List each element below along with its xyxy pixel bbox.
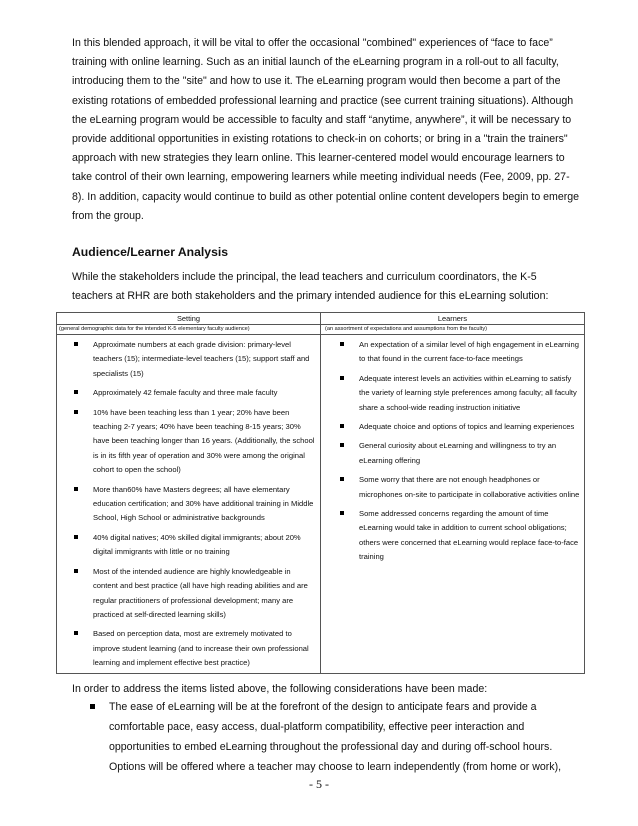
list-item (65, 483, 316, 526)
bullet-icon (340, 376, 344, 380)
bullet-icon (74, 342, 78, 346)
learners-header: Learners (321, 313, 585, 325)
consideration-text: The ease of eLearning will be at the forefront of the design to anticipate fears and provide a comfortable pace, easy access, dual-platform compatibility, effective peer interaction and opportunities to embed eLearning throughout the professional day and during off-school hours. Options will be offered where a teacher may choose to learn independently (from home or work), (109, 701, 562, 773)
bullet-icon (90, 704, 95, 709)
bullet-icon (74, 390, 78, 394)
bullet-icon (74, 410, 78, 414)
bullet-icon (74, 569, 78, 573)
bullet-icon (340, 443, 344, 447)
learners-cell (321, 335, 585, 674)
list-item-text: Some addressed concerns regarding the amount of time eLearning would take in addition to current school obligations; others were concerned that eLearning would replace face-to-face training (359, 509, 579, 562)
list-item (331, 439, 580, 468)
list-item-text: Based on perception data, most are extremely motivated to improve student learning (and to increase their own professional learning and implement effective best practice) (93, 629, 309, 668)
list-item-text: Some worry that there are not enough headphones or microphones on-site to participate in collaborative activities online (359, 475, 580, 499)
list-item (331, 507, 580, 565)
bullet-icon (74, 487, 78, 491)
list-item-text: Adequate choice and options of topics and learning experiences (359, 422, 575, 432)
list-item (65, 565, 316, 623)
list-item-text: Approximate numbers at each grade division: primary-level teachers (15); intermediate-level teachers (15); support staff and specialists (15) (93, 340, 310, 378)
bullet-icon (340, 511, 344, 515)
list-item-text: More than60% have Masters degrees; all have elementary education certification; and 30% have additional training in Middle School, High School or administrative backgrounds (93, 484, 314, 523)
bullet-icon (74, 535, 78, 539)
section-paragraph: While the stakeholders include the principal, the lead teachers and curriculum coordinators, the K-5 teachers at RHR are both stakeholders and the primary intended audience for this eLearning solution: (72, 271, 549, 303)
page-number: - 5 - (309, 777, 329, 791)
setting-list (57, 335, 320, 673)
section-heading: Audience/Learner Analysis (72, 245, 229, 259)
list-item (331, 338, 580, 367)
learners-list (321, 335, 584, 567)
list-item (331, 372, 580, 415)
list-item (331, 420, 580, 434)
bullet-icon (340, 477, 344, 481)
setting-subheader: (general demographic data for the intended K-5 elementary faculty audience) (57, 325, 321, 335)
list-item-text: An expectation of a similar level of high engagement in eLearning to that found in the current face-to-face meetings (359, 340, 579, 364)
list-item-text: 40% digital natives; 40% skilled digital immigrants; about 20% digital immigrants with little or no training (93, 532, 301, 557)
bullet-icon (74, 631, 78, 635)
list-item-text: General curiosity about eLearning and willingness to try an eLearning offering (359, 441, 557, 465)
bullet-icon (340, 424, 344, 428)
audience-table (56, 312, 585, 674)
list-item (65, 386, 316, 400)
list-item-text: Approximately 42 female faculty and three male faculty (93, 388, 278, 398)
intro-paragraph: In this blended approach, it will be vital to offer the occasional "combined" experiences of “face to face” training with online learning. Such as an initial launch of the eLearning program in a roll-out to all faculty, introducing them to the "site" and how to use it. The eLearning program would then become a part of the existing rotations of embedded professional learning and practice (see current training situations). Although the eLearning program would be accessible to faculty and staff “anytime, anywhere”, it will be necessary to provide additional opportunities in existing rotations to check-in on cohorts; or bring in a "train the trainers" approach with new strategies they learn online. This learner-centered model would encourage learners to take control of their own learning, empowering learners while meeting individual needs (Fee, 2009, pp. 27-8). In addition, capacity would continue to build as other potential online content developers begin to emerge from the group. (72, 37, 580, 222)
learners-subheader: (an assortment of expectations and assumptions from the faculty) (321, 325, 585, 335)
list-item (331, 473, 580, 502)
setting-cell (57, 335, 321, 674)
list-item (65, 338, 316, 381)
list-item-text: Adequate interest levels an activities within eLearning to satisfy the variety of learning style preferences among faculty; all faculty share a school-wide reading instruction initiative (359, 373, 577, 412)
bullet-icon (340, 342, 344, 346)
considerations-intro: In order to address the items listed above, the following considerations have been made: (72, 683, 488, 695)
list-item (65, 406, 316, 478)
list-item-text: Most of the intended audience are highly knowledgeable in content and best practice (all have high reading abilities and are regular practitioners of professional development; many are practiced at self-directed learning skills) (93, 566, 308, 619)
list-item-text: 10% have been teaching less than 1 year; 20% have been teaching 2-7 years; 40% have been teaching 8-15 years; 30% have been teaching longer than 16 years. (Additionally, the school is in its fifth year of operation and 30% were among the original cohort to open the school) (93, 407, 315, 475)
list-item (65, 627, 316, 670)
consideration-item (96, 697, 580, 777)
list-item (65, 531, 316, 560)
setting-header: Setting (57, 313, 321, 325)
